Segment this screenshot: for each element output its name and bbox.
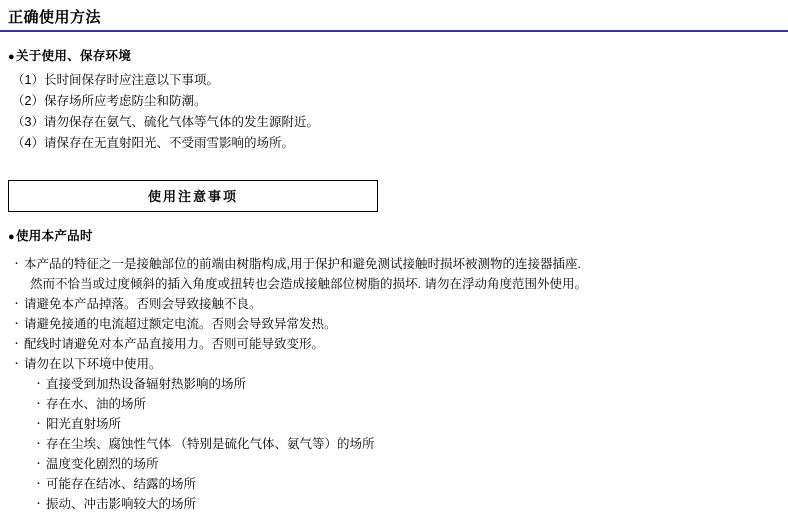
usage-notes-list — [8, 254, 780, 514]
usage-sub-item: · 存在尘埃、腐蚀性气体 （特别是硫化气体、氨气等）的场所 — [34, 434, 780, 454]
usage-section — [0, 226, 788, 514]
usage-note-text: 请避免接通的电流超过额定电流。否则会导致异常发热。 — [24, 317, 337, 331]
usage-note — [12, 254, 780, 294]
usage-note — [12, 314, 780, 334]
usage-note-text: 配线时请避免对本产品直接用力。否则可能导致变形。 — [24, 337, 325, 351]
usage-note — [12, 294, 780, 314]
title-divider — [0, 30, 788, 32]
precautions-boxed-heading: 使用注意事项 — [8, 180, 378, 212]
usage-sub-item: · 存在水、油的场所 — [34, 394, 780, 414]
environment-item: （3）请勿保存在氨气、硫化气体等气体的发生源附近。 — [12, 115, 319, 129]
usage-sub-item: · 阳光直射场所 — [34, 414, 780, 434]
usage-note-text: 本产品的特征之一是接触部位的前端由树脂构成,用于保护和避免测试接触时损坏被测物的连接器插座. — [24, 257, 581, 271]
usage-note — [12, 334, 780, 354]
environment-item: （1）长时间保存时应注意以下事项。 — [12, 73, 219, 87]
usage-note-continuation: 然而不恰当或过度倾斜的插入角度或扭转也会造成接触部位树脂的损坏. 请勿在浮动角度范围外使用。 — [30, 277, 587, 291]
environment-item: （4）请保存在无直射阳光、不受雨雪影响的场所。 — [12, 136, 294, 150]
usage-note — [12, 354, 780, 374]
environment-section — [0, 46, 788, 154]
usage-sub-item: · 振动、冲击影响较大的场所 — [34, 494, 780, 514]
page-title: 正确使用方法 — [8, 9, 102, 26]
usage-sub-item: · 可能存在结冰、结露的场所 — [34, 474, 780, 494]
usage-note-text: 请勿在以下环境中使用。 — [24, 357, 162, 371]
usage-section-heading: ● 使用本产品时 — [8, 226, 780, 244]
usage-sub-item: · 温度变化剧烈的场所 — [34, 454, 780, 474]
usage-note-text: 请避免本产品掉落。否则会导致接触不良。 — [24, 297, 262, 311]
usage-sub-item: · 直接受到加热设备辐射热影响的场所 — [34, 374, 780, 394]
environment-section-heading: ● 关于使用、保存环境 — [8, 46, 780, 64]
environment-item: （2）保存场所应考虑防尘和防潮。 — [12, 94, 207, 108]
